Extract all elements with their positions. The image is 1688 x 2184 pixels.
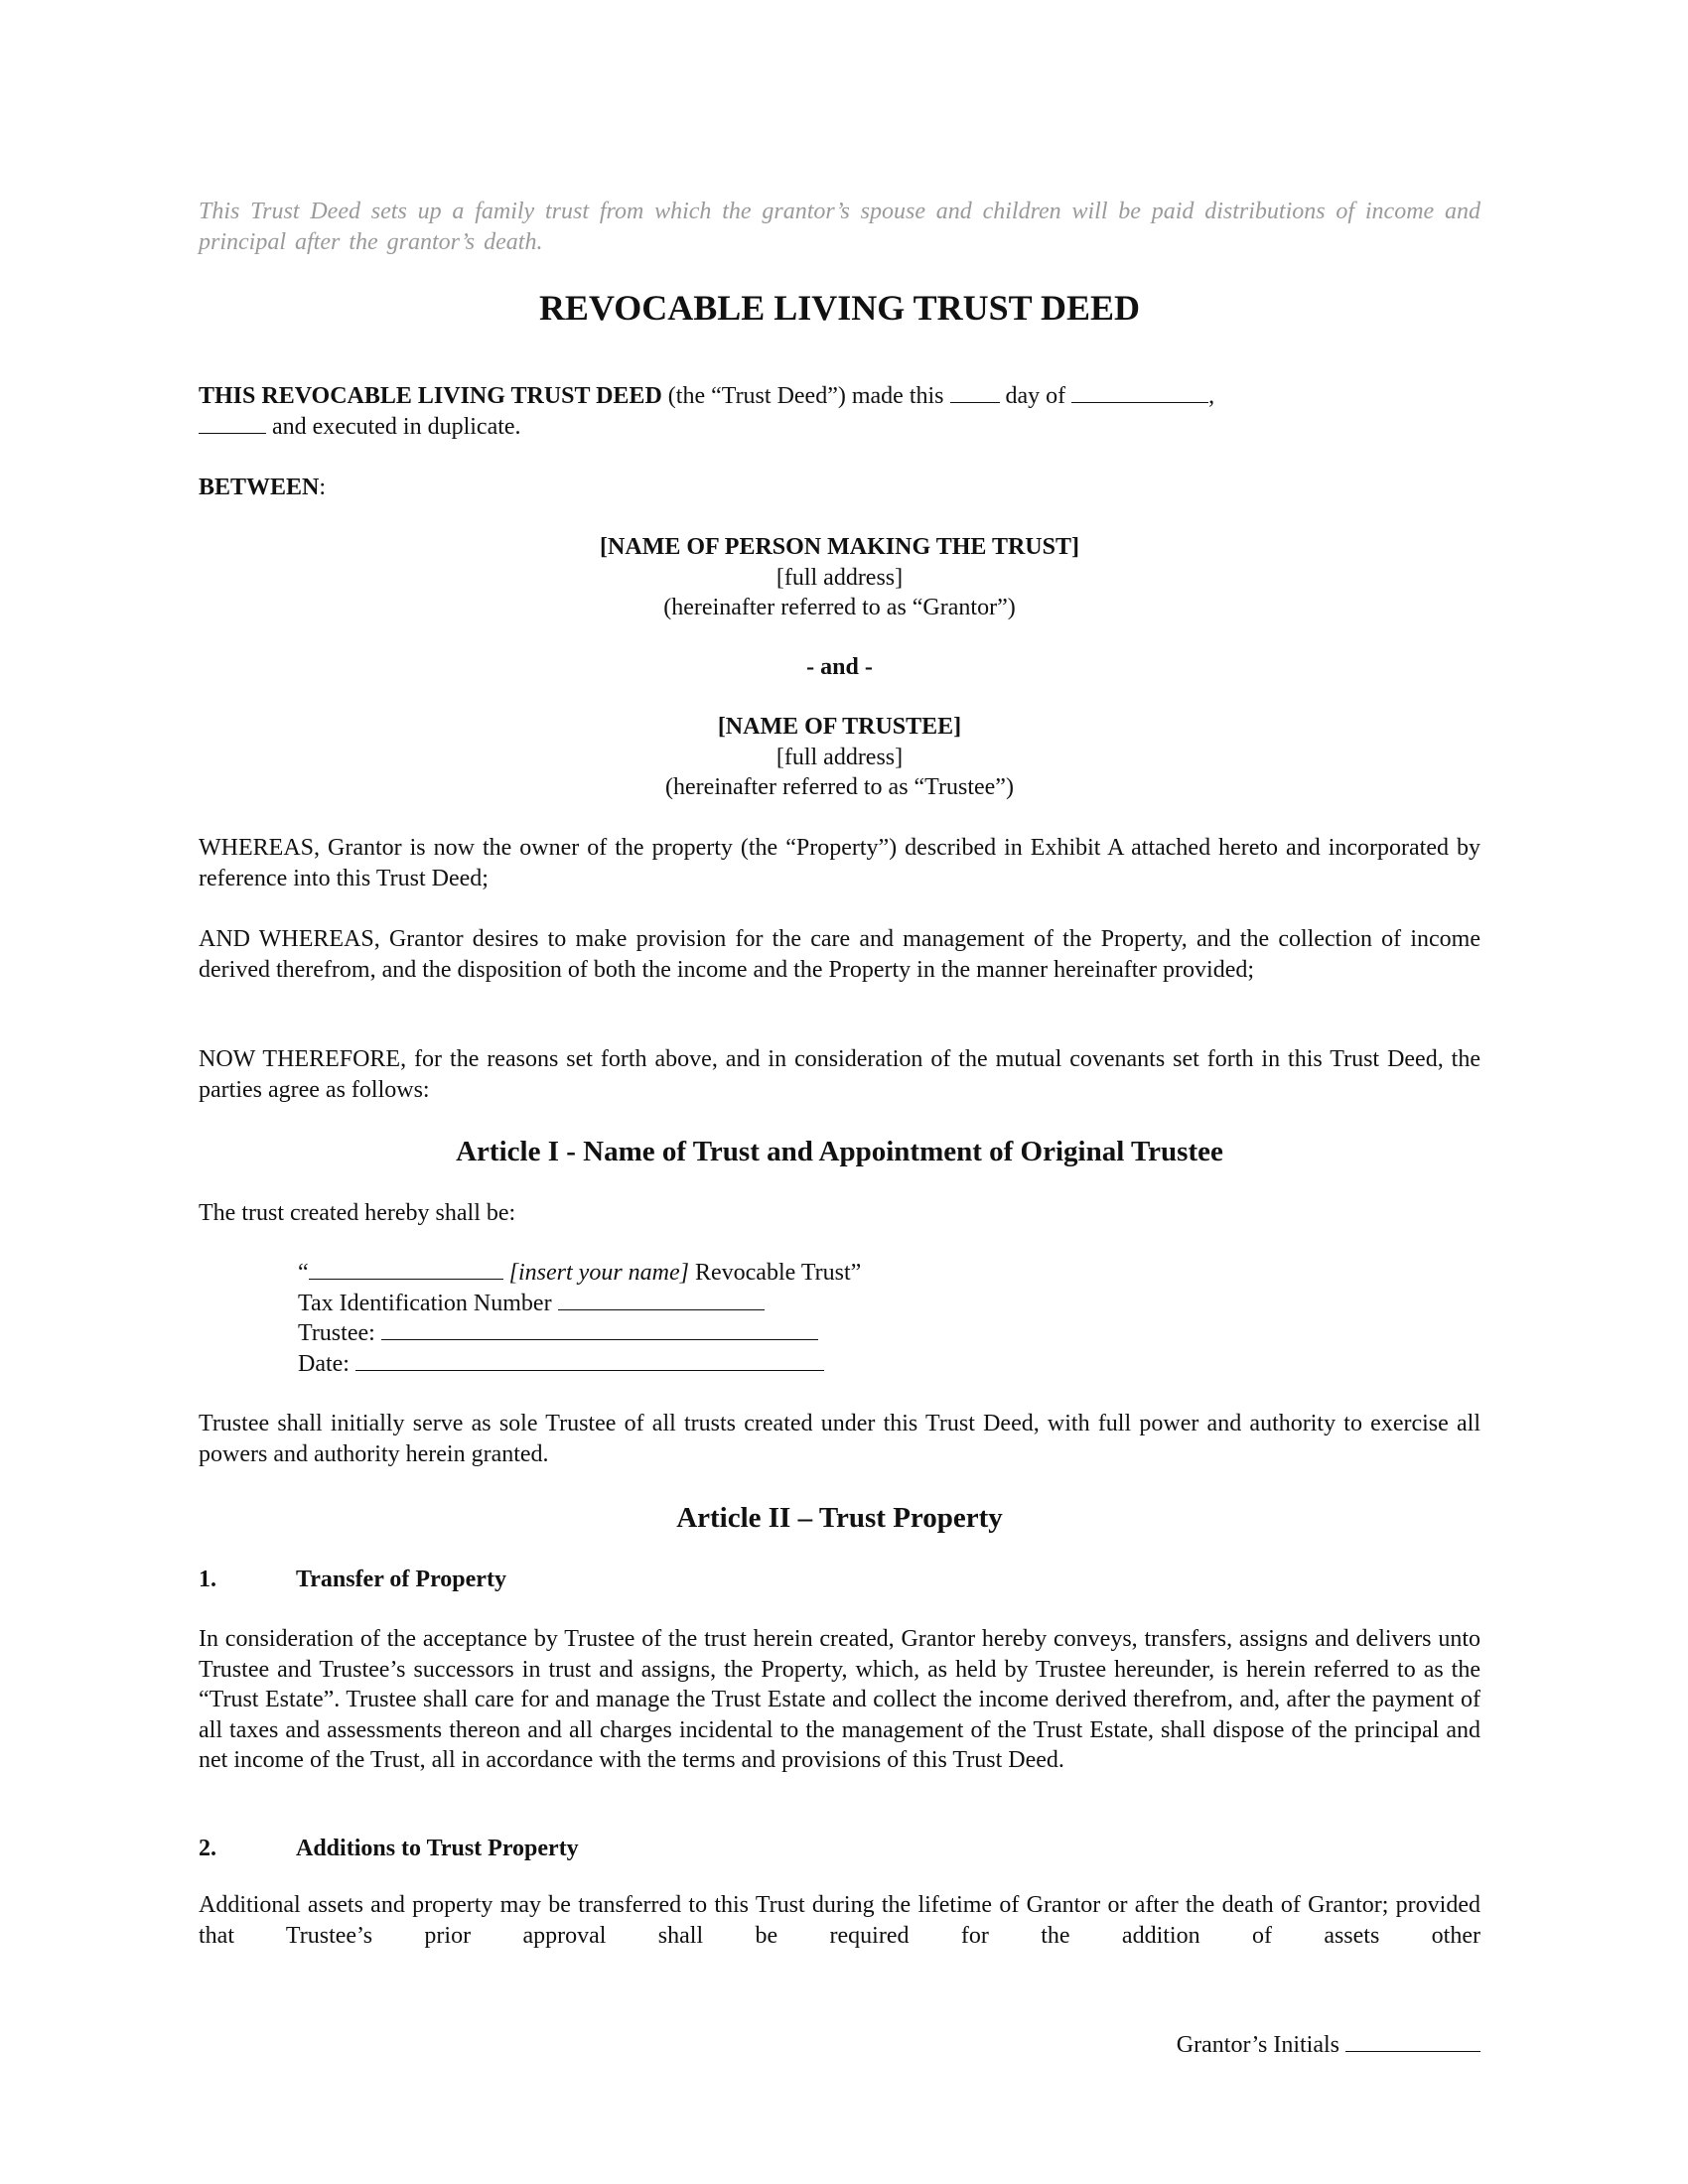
- section-number: 2.: [199, 1836, 216, 1861]
- recital-whereas: WHEREAS, Grantor is now the owner of the property (the “Property”) described in Exhibit A attached hereto and incorporated by reference into this Trust Deed;: [199, 835, 1480, 891]
- intro-text: (the “Trust Deed”) made this: [661, 383, 950, 409]
- trustee-label: Trustee:: [298, 1320, 381, 1346]
- trust-suffix: Revocable Trust”: [688, 1260, 862, 1286]
- article-2-heading: Article II – Trust Property: [676, 1502, 1003, 1534]
- recital-and-whereas: AND WHEREAS, Grantor desires to make provision for the care and management of the Property, and the collection of income derived therefrom, and the disposition of both the income and the Property in the manner hereinafter provided;: [199, 926, 1480, 983]
- intro-text: and executed in duplicate.: [266, 413, 521, 440]
- grantor-party: [199, 532, 1480, 623]
- trustee-ref: (hereinafter referred to as “Trustee”): [665, 774, 1014, 800]
- between-label: [199, 473, 1480, 503]
- article-1-body: Trustee shall initially serve as sole Trustee of all trusts created under this Trust Deed, with full power and authority to exercise all powers and authority herein granted.: [199, 1411, 1480, 1467]
- date-blank[interactable]: [355, 1350, 824, 1371]
- trustee-blank[interactable]: [381, 1319, 818, 1340]
- trustee-name: [NAME OF TRUSTEE]: [717, 714, 962, 740]
- section-2-body: Additional assets and property may be transferred to this Trust during the lifetime of Grantor or after the death of Grantor; provided that Trustee’s prior approval shall be required for the addition of assets other: [199, 1892, 1480, 1949]
- guidance-note: This Trust Deed sets up a family trust from which the grantor’s spouse and children will be paid distributions of income and principal after the grantor’s death.: [199, 199, 1480, 255]
- section-2-heading: [199, 1834, 1480, 1864]
- initials-label: Grantor’s Initials: [1176, 2032, 1345, 2058]
- section-1-heading: [199, 1565, 1480, 1595]
- year-blank[interactable]: [199, 413, 266, 434]
- section-title: Additions to Trust Property: [296, 1836, 579, 1861]
- tax-id-blank[interactable]: [558, 1290, 765, 1310]
- grantor-name: [NAME OF PERSON MAKING THE TRUST]: [600, 534, 1079, 560]
- insert-name-hint: [insert your name]: [508, 1260, 689, 1286]
- section-1-body: In consideration of the acceptance by Trustee of the trust herein created, Grantor hereby conveys, transfers, assigns and delivers unto Trustee and Trustee’s successors in trust and assigns, the Property, which, as held by Trustee hereunder, is herein referred to as the “Trust Estate”. Trustee shall care for and manage the Trust Estate and collect the income derived therefrom, and, after the payment of all taxes and assessments thereon and all charges incidental to the management of the Trust Estate, shall dispose of the principal and net income of the Trust, all in accordance with the terms and provisions of this Trust Deed.: [199, 1626, 1480, 1773]
- document-title: REVOCABLE LIVING TRUST DEED: [538, 288, 1141, 328]
- intro-text: day of: [999, 383, 1072, 409]
- grantor-ref: (hereinafter referred to as “Grantor”): [663, 595, 1016, 620]
- between-text: BETWEEN: [199, 475, 320, 500]
- date-label: Date:: [298, 1350, 355, 1377]
- article-1-heading: Article I - Name of Trust and Appointment of Original Trustee: [456, 1136, 1223, 1167]
- grantor-address: [full address]: [775, 564, 904, 591]
- intro-paragraph: [199, 381, 1480, 442]
- intro-bold: THIS REVOCABLE LIVING TRUST DEED: [199, 383, 662, 409]
- month-blank[interactable]: [1071, 382, 1208, 403]
- recital-now-therefore: NOW THEREFORE, for the reasons set forth above, and in consideration of the mutual covenants set forth in this Trust Deed, the parties agree as follows:: [199, 1046, 1480, 1103]
- day-blank[interactable]: [950, 382, 1000, 403]
- trustee-party: [199, 712, 1480, 803]
- trustee-address: [full address]: [775, 744, 904, 770]
- between-colon: :: [319, 475, 327, 500]
- article-1-lead: The trust created hereby shall be:: [199, 1200, 516, 1226]
- and-separator: - and -: [806, 654, 873, 680]
- trust-name-blank[interactable]: [309, 1259, 503, 1280]
- intro-text: ,: [1208, 383, 1215, 409]
- open-quote: “: [298, 1260, 309, 1286]
- section-title: Transfer of Property: [296, 1567, 506, 1592]
- section-number: 1.: [199, 1567, 216, 1592]
- initials-blank[interactable]: [1345, 2031, 1480, 2052]
- trust-details: [298, 1258, 1092, 1379]
- grantor-initials: [199, 2030, 1480, 2061]
- tax-id-label: Tax Identification Number: [298, 1290, 558, 1316]
